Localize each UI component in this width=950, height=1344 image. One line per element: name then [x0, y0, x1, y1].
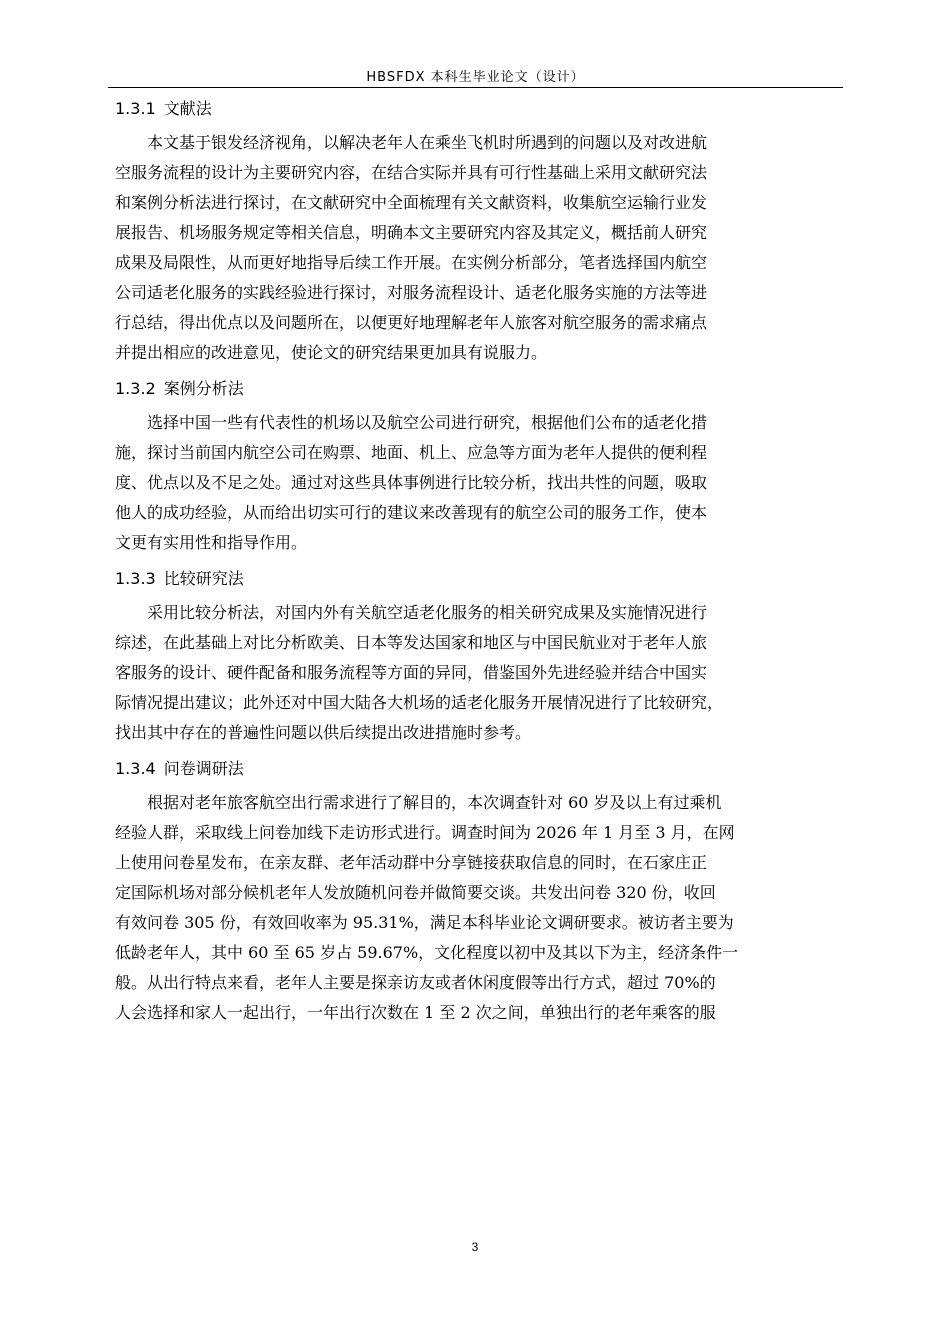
- paragraph-line: 上使用问卷星发布，在亲友群、老年活动群中分享链接获取信息的同时，在石家庄正: [115, 853, 708, 872]
- paragraph-line: 综述，在此基础上对比分析欧美、日本等发达国家和地区与中国民航业对于老年人旅: [115, 633, 708, 652]
- header-rule: [108, 87, 843, 88]
- section-title: 问卷调研法: [163, 759, 244, 778]
- paragraph-line: 客服务的设计、硬件配备和服务流程等方面的异同，借鉴国外先进经验并结合中国实: [115, 663, 708, 682]
- running-header: HBSFDX 本科生毕业论文（设计）: [366, 70, 585, 85]
- section-number: 1.3.4: [115, 759, 156, 778]
- paragraph-line: 本文基于银发经济视角，以解决老年人在乘坐飞机时所遇到的问题以及对改进航: [147, 133, 708, 152]
- paragraph-line: 选择中国一些有代表性的机场以及航空公司进行研究，根据他们公布的适老化措: [147, 413, 708, 432]
- paragraph-line: 展报告、机场服务规定等相关信息，明确本文主要研究内容及其定义，概括前人研究: [115, 223, 708, 242]
- paragraph-line: 采用比较分析法，对国内外有关航空适老化服务的相关研究成果及实施情况进行: [147, 603, 708, 622]
- paragraph-line: 行总结，得出优点以及问题所在，以便更好地理解老年人旅客对航空服务的需求痛点: [115, 313, 708, 332]
- paragraph-line: 般。从出行特点来看，老年人主要是探亲访友或者休闲度假等出行方式，超过 70%的: [115, 973, 716, 992]
- paragraph-line: 度、优点以及不足之处。通过对这些具体事例进行比较分析，找出共性的问题，吸取: [115, 473, 708, 492]
- section-heading: [115, 568, 845, 590]
- section-title: 案例分析法: [163, 379, 244, 398]
- section-number: 1.3.3: [115, 569, 156, 588]
- paragraph-line: 文更有实用性和指导作用。: [115, 533, 308, 552]
- paragraph-line: 找出其中存在的普遍性问题以供后续提出改进措施时参考。: [115, 723, 532, 742]
- paragraph-line: 和案例分析法进行探讨，在文献研究中全面梳理有关文献资料，收集航空运输行业发: [115, 193, 708, 212]
- paragraph-line: 公司适老化服务的实践经验进行探讨，对服务流程设计、适老化服务实施的方法等进: [115, 283, 708, 302]
- paragraph-line: 根据对老年旅客航空出行需求进行了解目的，本次调查针对 60 岁及以上有过乘机: [147, 793, 722, 812]
- section-title: 比较研究法: [163, 569, 244, 588]
- section-paragraph: [115, 408, 845, 558]
- paragraph-line: 人会选择和家人一起出行，一年出行次数在 1 至 2 次之间，单独出行的老年乘客的服: [115, 1003, 716, 1022]
- section-number: 1.3.1: [115, 99, 156, 118]
- page-number: 3: [471, 1240, 479, 1254]
- section-title: 文献法: [163, 99, 212, 118]
- paragraph-line: 空服务流程的设计为主要研究内容，在结合实际并具有可行性基础上采用文献研究法: [115, 163, 708, 182]
- paragraph-line: 定国际机场对部分候机老年人发放随机问卷并做简要交谈。共发出问卷 320 份，收回: [115, 883, 716, 902]
- paragraph-line: 并提出相应的改进意见，使论文的研究结果更加具有说服力。: [115, 343, 548, 362]
- section-heading: [115, 758, 845, 780]
- paragraph-line: 成果及局限性，从而更好地指导后续工作开展。在实例分析部分，笔者选择国内航空: [115, 253, 708, 272]
- section-paragraph: [115, 788, 845, 1028]
- paragraph-line: 经验人群，采取线上问卷加线下走访形式进行。调查时间为 2026 年 1 月至 3 月，在网: [115, 823, 735, 842]
- section-heading: [115, 378, 845, 400]
- section-paragraph: [115, 128, 845, 368]
- section-paragraph: [115, 598, 845, 748]
- paragraph-line: 有效问卷 305 份，有效回收率为 95.31%，满足本科毕业论文调研要求。被访者主要为: [115, 913, 734, 932]
- paragraph-line: 低龄老年人，其中 60 至 65 岁占 59.67%，文化程度以初中及其以下为主，经济条件一: [115, 943, 739, 962]
- body-content: [115, 98, 845, 1028]
- paragraph-line: 他人的成功经验，从而给出切实可行的建议来改善现有的航空公司的服务工作，使本: [115, 503, 708, 522]
- paragraph-line: 际情况提出建议；此外还对中国大陆各大机场的适老化服务开展情况进行了比较研究，: [115, 693, 724, 712]
- paragraph-line: 施，探讨当前国内航空公司在购票、地面、机上、应急等方面为老年人提供的便利程: [115, 443, 708, 462]
- section-number: 1.3.2: [115, 379, 156, 398]
- section-heading: [115, 98, 845, 120]
